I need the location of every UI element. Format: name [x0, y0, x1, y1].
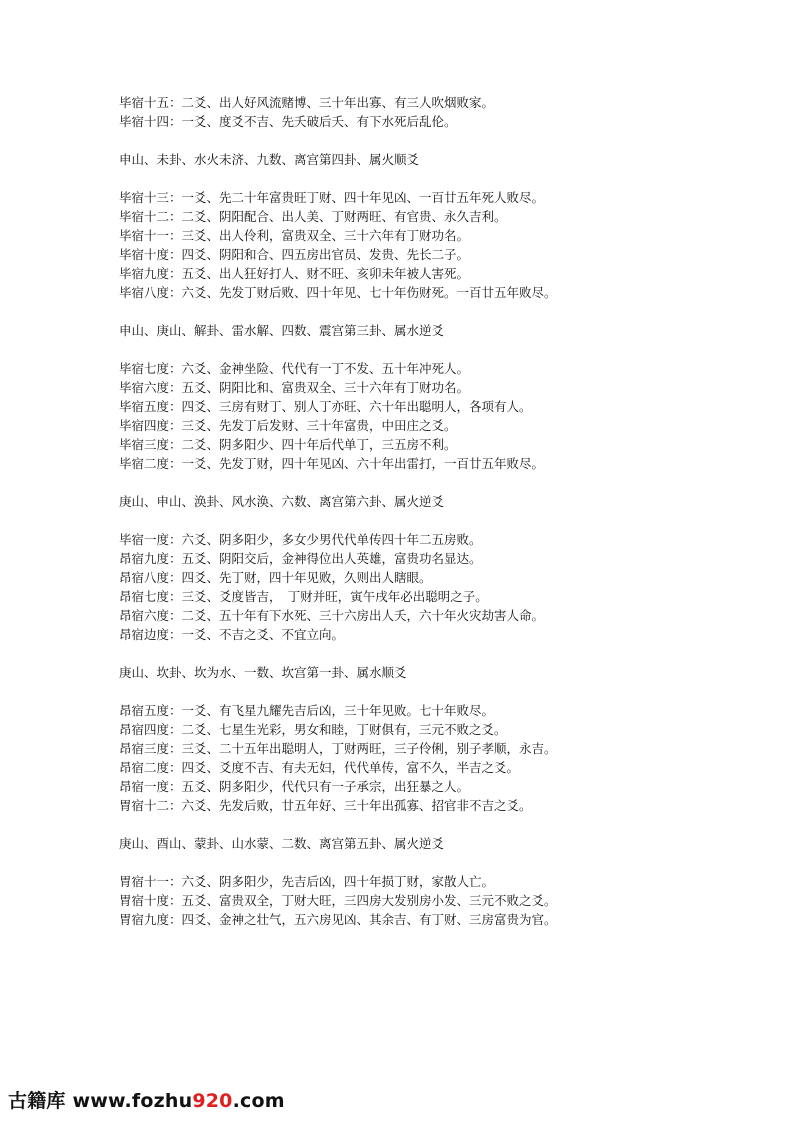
- section-gap: [119, 131, 759, 150]
- section-header: 庚山、酉山、蒙卦、山水蒙、二数、离宫第五卦、属火逆爻: [119, 836, 445, 851]
- text-line: 胃宿十一：六爻、阴多阳少，先吉后凶，四十年损丁财，家散人亡。: [119, 874, 495, 889]
- section-header: 申山、未卦、水火未济、九数、离宫第四卦、属火顺爻: [119, 152, 420, 167]
- text-line: 毕宿九度：五爻、出人狂好打人、财不旺、亥卯未年被人害死。: [119, 266, 470, 281]
- text-line: 毕宿十五：二爻、出人好风流赌博、三十年出寡、有三人吹烟败家。: [119, 95, 495, 110]
- text-line: 毕宿五度：四爻、三房有财丁、别人丁亦旺、六十年出聪明人，各项有人。: [119, 399, 532, 414]
- section-gap: [119, 169, 759, 188]
- text-line: 胃宿十度：五爻、富贵双全，丁财大旺，三四房大发别房小发、三元不败之爻。: [119, 893, 557, 908]
- text-line: 昂宿九度：五爻、阴阳交后，金神得位出人英雄，富贵功名显达。: [119, 551, 482, 566]
- section-header: 庚山、申山、涣卦、风水涣、六数、离宫第六卦、属火逆爻: [119, 494, 445, 509]
- site-url[interactable]: [72, 1090, 284, 1112]
- section-gap: [119, 340, 759, 359]
- section-gap: [119, 682, 759, 701]
- text-line: 毕宿四度：三爻、先发丁后发财、三十年富贵，中田庄之爻。: [119, 418, 457, 433]
- section-gap: [119, 644, 759, 663]
- text-line: 毕宿十一：三爻、出人伶利，富贵双全、三十六年有丁财功名。: [119, 228, 470, 243]
- text-line: 毕宿十四：一爻、度爻不吉、先夭破后夭、有下水死后乱伦。: [119, 114, 457, 129]
- section-gap: [119, 511, 759, 530]
- text-line: 昂宿八度：四爻、先丁财，四十年见败，久则出人瞎眼。: [119, 570, 432, 585]
- section-gap: [119, 302, 759, 321]
- url-suffix: .com: [232, 1090, 285, 1112]
- text-line: 毕宿二度：一爻、先发丁财，四十年见凶、六十年出雷打，一百廿五年败尽。: [119, 456, 545, 471]
- section-gap: [119, 815, 759, 834]
- section-header: 庚山、坎卦、坎为水、一数、坎宫第一卦、属水顺爻: [119, 665, 407, 680]
- text-line: 昂宿二度：四爻、爻度不吉、有夫无妇，代代单传，富不久，半吉之爻。: [119, 760, 520, 775]
- text-line: 胃宿九度：四爻、金神之壮气，五六房见凶、其余吉、有丁财、三房富贵为官。: [119, 912, 557, 927]
- url-number: 920: [192, 1090, 233, 1112]
- text-line: 毕宿六度：五爻、阴阳比和、富贵双全、三十六年有丁财功名。: [119, 380, 470, 395]
- text-line: 昂宿五度：一爻、有飞星九耀先吉后凶，三十年见败。七十年败尽。: [119, 703, 495, 718]
- site-name: 古籍库: [8, 1090, 66, 1112]
- text-line: 昂宿边度：一爻、不吉之爻、不宜立向。: [119, 627, 345, 642]
- text-line: 昂宿七度：三爻、爻度皆吉， 丁财并旺，寅午戌年必出聪明之子。: [119, 589, 488, 604]
- site-watermark: [8, 1086, 285, 1116]
- section-gap: [119, 853, 759, 872]
- text-line: 毕宿三度：二爻、阴多阳少、四十年后代单丁，三五房不利。: [119, 437, 457, 452]
- text-line: 胃宿十二：六爻、先发后败，廿五年好、三十年出孤寡、招官非不吉之爻。: [119, 798, 532, 813]
- url-prefix: www.fozhu: [72, 1090, 193, 1112]
- document-body: [119, 93, 759, 929]
- text-line: 昂宿六度：二爻、五十年有下水死、三十六房出人夭，六十年火灾劫害人命。: [119, 608, 545, 623]
- text-line: 毕宿八度：六爻、先发丁财后败、四十年见、七十年伤财死。一百廿五年败尽。: [119, 285, 557, 300]
- text-line: 毕宿十三：一爻、先二十年富贵旺丁财、四十年见凶、一百廿五年死人败尽。: [119, 190, 545, 205]
- text-line: 昂宿一度：五爻、阴多阳少，代代只有一子承宗，出狂暴之人。: [119, 779, 470, 794]
- text-line: 毕宿一度：六爻、阴多阳少，多女少男代代单传四十年二五房败。: [119, 532, 482, 547]
- text-line: 毕宿十二：二爻、阴阳配合、出人美、丁财两旺、有官贵、永久吉利。: [119, 209, 507, 224]
- text-line: 毕宿七度：六爻、金神坐险、代代有一丁不发、五十年冲死人。: [119, 361, 470, 376]
- text-line: 昂宿四度：二爻、七星生光彩，男女和睦，丁财俱有，三元不败之爻。: [119, 722, 507, 737]
- text-line: 毕宿十度：四爻、阴阳和合、四五房出官员、发贵、先长二子。: [119, 247, 470, 262]
- text-line: 昂宿三度：三爻、二十五年出聪明人，丁财两旺，三子伶俐，别子孝顺，永吉。: [119, 741, 557, 756]
- section-header: 申山、庚山、解卦、雷水解、四数、震宫第三卦、属水逆爻: [119, 323, 445, 338]
- section-gap: [119, 473, 759, 492]
